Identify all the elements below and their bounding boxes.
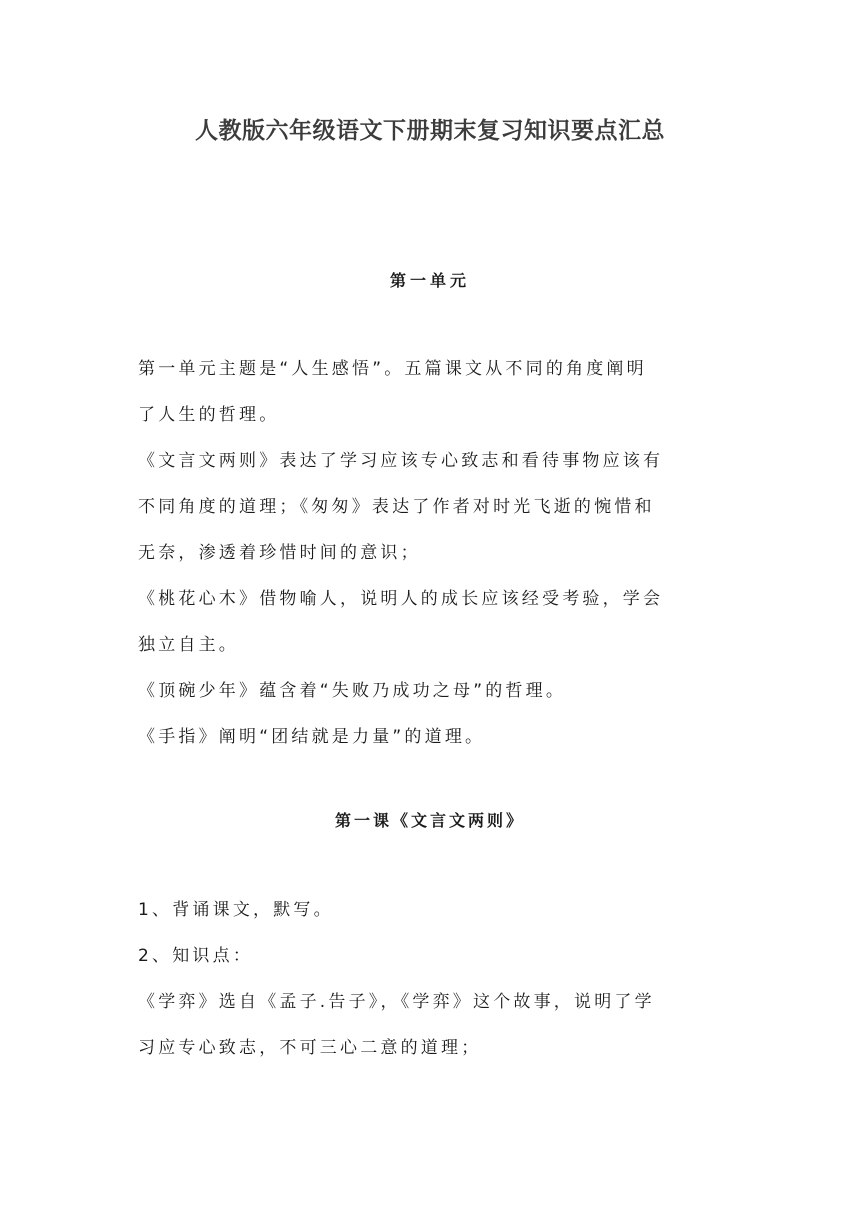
text-line: 不同角度的道理；《匆匆》表达了作者对时光飞逝的惋惜和 [138,497,655,517]
document-title: 人教版六年级语文下册期末复习知识要点汇总 [195,118,665,144]
text-line: 第一单元主题是“人生感悟”。五篇课文从不同的角度阐明 [138,359,647,379]
text-line: 2、知识点： [138,946,254,966]
text-line: 1、背诵课文，默写。 [138,900,334,920]
unit-heading: 第一单元 [389,271,470,290]
text-line: 习应专心致志，不可三心二意的道理； [138,1038,482,1058]
text-line: 《手指》阐明“团结就是力量”的道理。 [138,727,486,747]
text-line: 了人生的哲理。 [138,405,280,425]
text-line: 《顶碗少年》蕴含着“失败乃成功之母”的哲理。 [138,681,567,701]
text-line: 独立自主。 [138,635,239,655]
text-line: 《文言文两则》表达了学习应该专心致志和看待事物应该有 [138,451,664,471]
text-line: 《桃花心木》借物喻人，说明人的成长应该经受考验，学会 [138,589,664,609]
lesson-heading: 第一课《文言文两则》 [334,811,525,830]
lesson-notes [138,887,718,1071]
text-line: 《学弈》选自《孟子.告子》，《学弈》这个故事，说明了学 [138,992,655,1012]
text-line: 无奈，渗透着珍惜时间的意识； [138,543,421,563]
unit-summary [138,346,718,760]
